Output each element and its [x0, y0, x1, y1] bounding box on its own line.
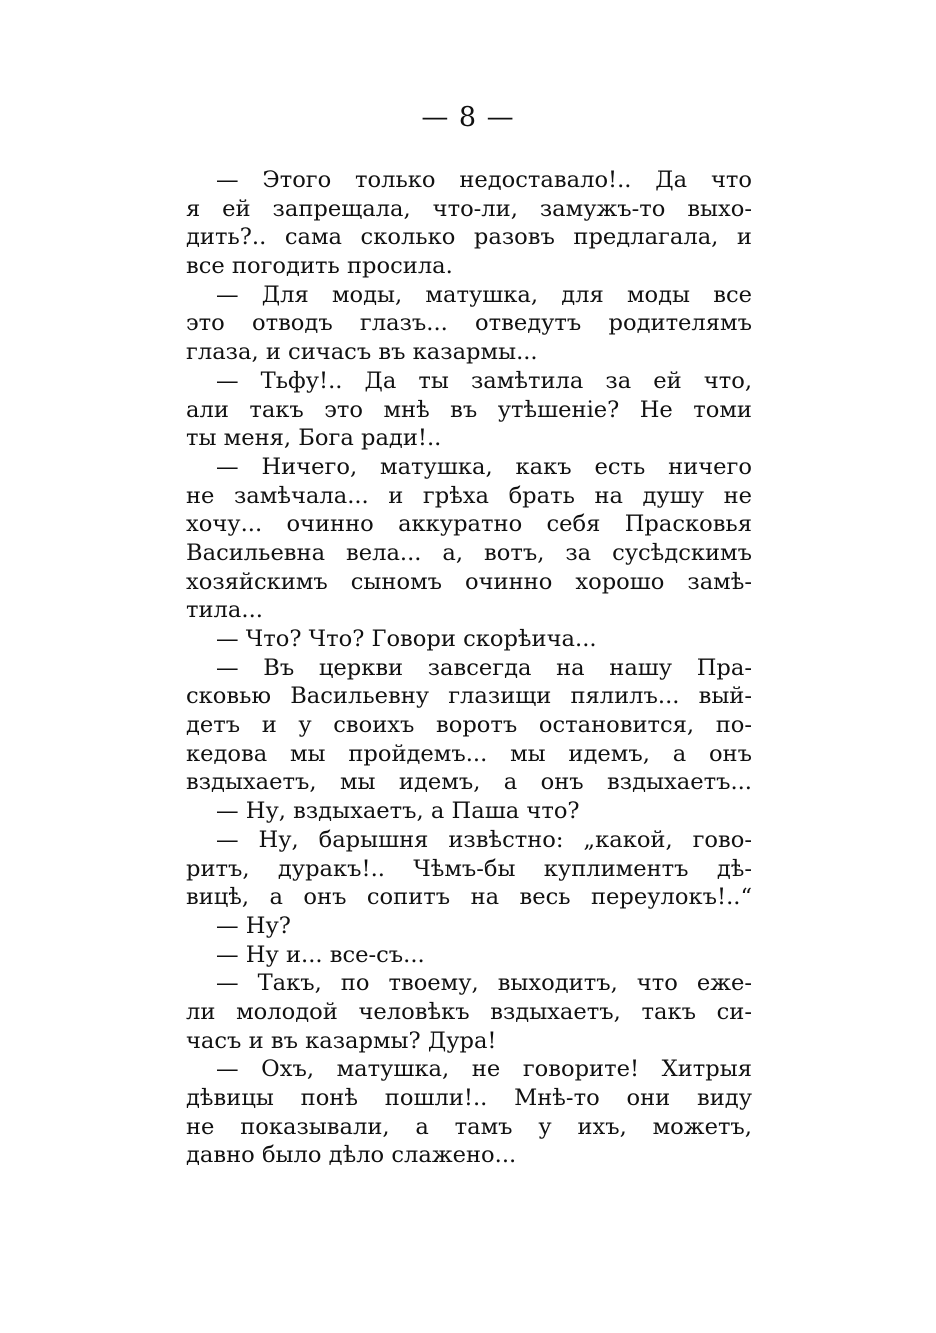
text-line: хочу... очинно аккуратно себя Прасковья — [186, 511, 752, 538]
text-line: — Ну? — [216, 912, 291, 939]
text-line: — Ну и... все-съ... — [216, 941, 425, 968]
text-line: — Для моды, матушка, для моды все — [216, 281, 752, 308]
text-line: — Ничего, матушка, какъ есть ничего — [216, 453, 752, 480]
text-line: али такъ это мнѣ въ утѣшеніе? Не томи — [186, 396, 752, 423]
page-number: — 8 — — [421, 102, 515, 133]
text-line: — Такъ, по твоему, выходитъ, что ежe- — [216, 970, 752, 997]
text-line: — Тьфу!.. Да ты замѣтила за ей что, — [216, 367, 752, 394]
text-line: это отводъ глазъ... отведутъ родителямъ — [186, 310, 752, 337]
text-line: — Охъ, матушка, не говорите! Хитрыя — [216, 1056, 752, 1083]
text-line: ли молодой человѣкъ вздыхаетъ, такъ си- — [186, 998, 752, 1025]
text-line: — Въ церкви завсегда на нашу Пра- — [216, 654, 752, 681]
text-line: не показывали, а тамъ у ихъ, можетъ, — [186, 1113, 752, 1140]
text-line: кедова мы пройдемъ... мы идемъ, а онъ — [186, 740, 752, 767]
text-line: дить?.. сама сколько разовъ предлагала, и — [186, 224, 752, 251]
text-line: дѣвицы понѣ пошли!.. Мнѣ-то они виду — [186, 1085, 752, 1111]
text-line: тила... — [186, 597, 263, 624]
text-line: я ей запрещала, что-ли, замужъ-то выхо- — [186, 195, 752, 222]
text-line: — Этого только недоставало!.. Да что — [216, 167, 752, 193]
text-line: Васильевна вела... а, вотъ, за сусѣдскимъ — [186, 539, 752, 566]
text-line: хозяйскимъ сыномъ очинно хорошо замѣ- — [186, 568, 752, 595]
text-line: — Ну, вздыхаетъ, а Паша что? — [216, 798, 580, 825]
text-line: детъ и у своихъ воротъ остановится, по- — [186, 712, 752, 739]
text-line: — Ну, барышня извѣстно: „какой, гово- — [216, 826, 752, 853]
text-line: ритъ, дуракъ!.. Чѣмъ-бы куплиментъ дѣ- — [186, 855, 752, 882]
text-line: все погодить просила. — [186, 253, 453, 280]
text-line: вицѣ, а онъ сопитъ на весь переулокъ!..“ — [186, 884, 752, 911]
text-line: давно было дѣло слажено... — [186, 1142, 517, 1169]
text-line: вздыхаетъ, мы идемъ, а онъ вздыхаетъ... — [186, 769, 752, 796]
text-line: сковью Васильевну глазищи пялилъ... вый- — [186, 683, 752, 710]
text-line: часъ и въ казармы? Дура! — [186, 1027, 497, 1054]
body-text — [186, 166, 752, 1170]
text-line: — Что? Что? Говори скорѣича... — [216, 626, 597, 652]
text-line: глаза, и сичасъ въ казармы... — [186, 339, 538, 366]
text-line: ты меня, Бога ради!.. — [186, 425, 442, 452]
text-line: не замѣчала... и грѣха брать на душу не — [186, 482, 752, 509]
